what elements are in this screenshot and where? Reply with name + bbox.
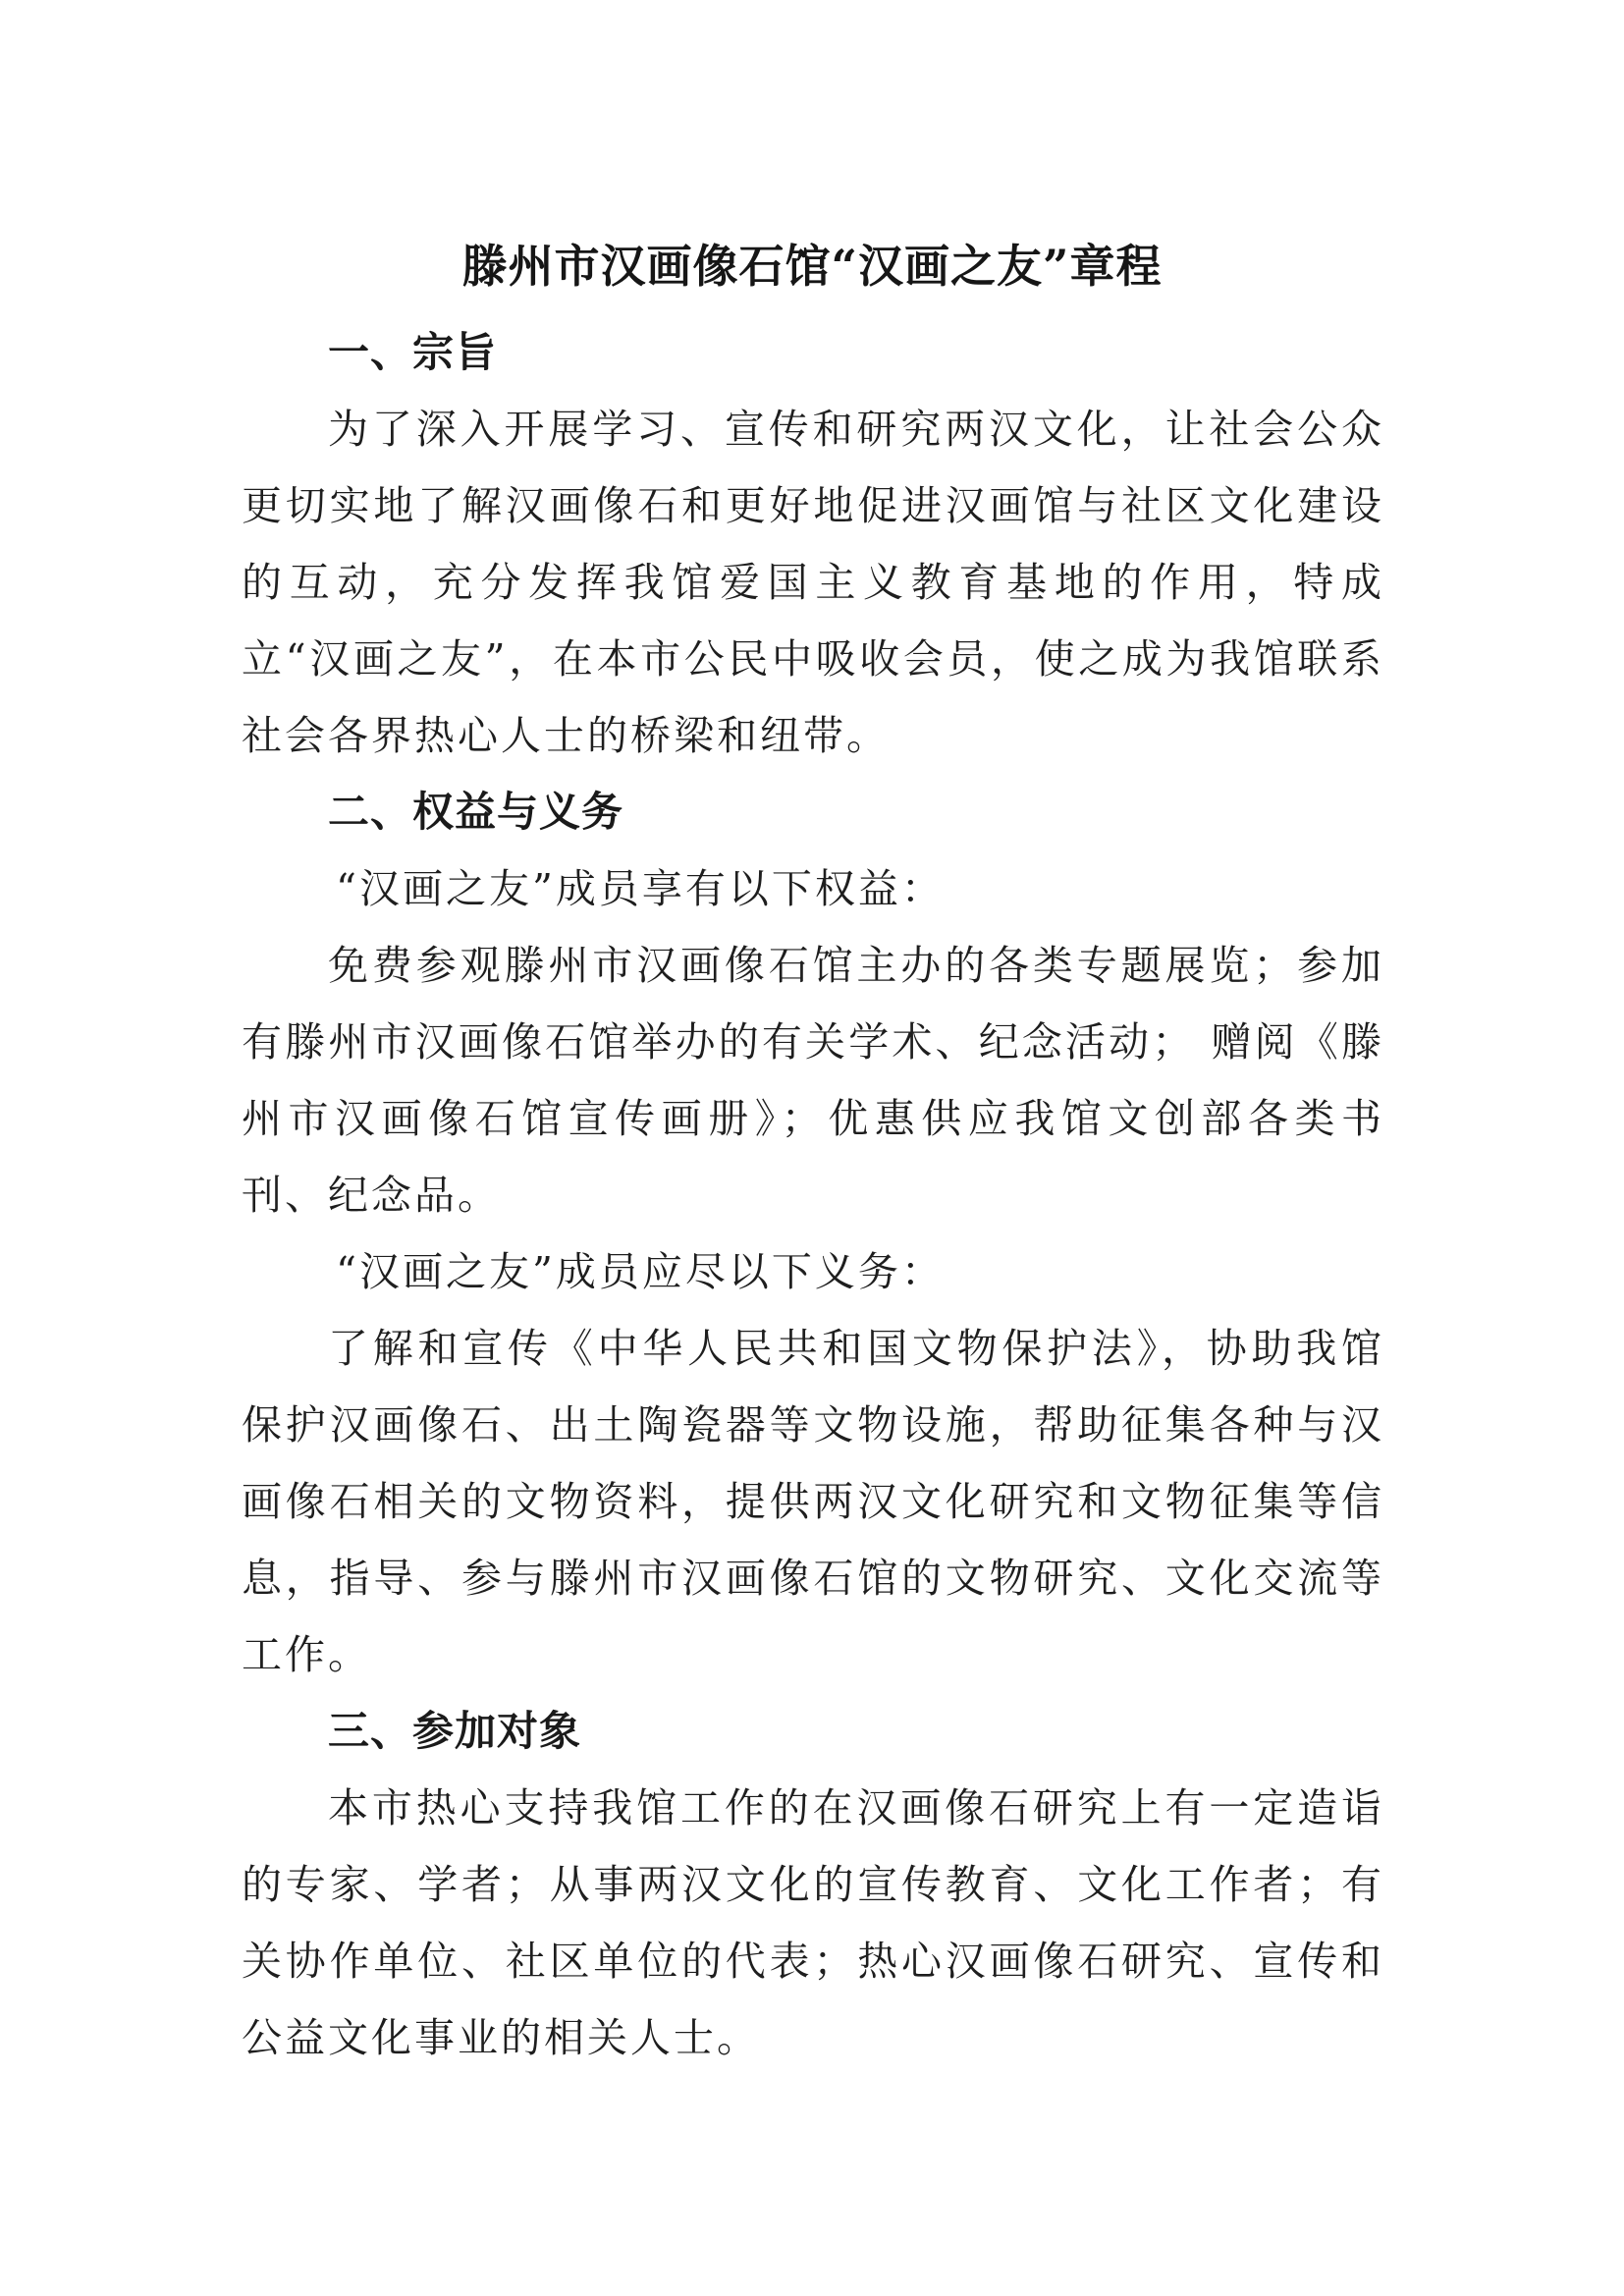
paragraph-duties-intro: “汉画之友”成员应尽以下义务： xyxy=(336,1248,945,1295)
paragraph-rights: 免费参观滕州市汉画像石馆主办的各类专题展览；参加有滕州市汉画像石馆举办的有关学术、纪念活动； 赠阅《滕州市汉画像石馆宣传画册》；优惠供应我馆文创部各类书刊、纪念品。 xyxy=(242,942,1384,1219)
section-heading-rights-duties: 二、权益与义务 xyxy=(328,788,624,836)
document-body xyxy=(242,314,1384,2076)
paragraph-eligibility: 本市热心支持我馆工作的在汉画像石研究上有一定造诣的专家、学者；从事两汉文化的宣传教育、文化工作者；有关协作单位、社区单位的代表；热心汉画像石研究、宣传和公益文化事业的相关人士。 xyxy=(242,1784,1384,2061)
section-heading-eligibility: 三、参加对象 xyxy=(328,1707,582,1755)
paragraph-rights-intro: “汉画之友”成员享有以下权益： xyxy=(336,865,945,912)
page-title: 滕州市汉画像石馆“汉画之友”章程 xyxy=(461,239,1163,293)
paragraph-purpose: 为了深入开展学习、宣传和研究两汉文化，让社会公众更切实地了解汉画像石和更好地促进汉画馆与社区文化建设的互动，充分发挥我馆爱国主义教育基地的作用，特成立“汉画之友”，在本市公民中吸收会员，使之成为我馆联系社会各界热心人士的桥梁和纽带。 xyxy=(242,406,1384,759)
section-heading-purpose: 一、宗旨 xyxy=(328,328,498,376)
paragraph-duties: 了解和宣传《中华人民共和国文物保护法》，协助我馆保护汉画像石、出土陶瓷器等文物设施，帮助征集各种与汉画像石相关的文物资料，提供两汉文化研究和文物征集等信息，指导、参与滕州市汉画像石馆的文物研究、文化交流等工作。 xyxy=(242,1325,1384,1678)
